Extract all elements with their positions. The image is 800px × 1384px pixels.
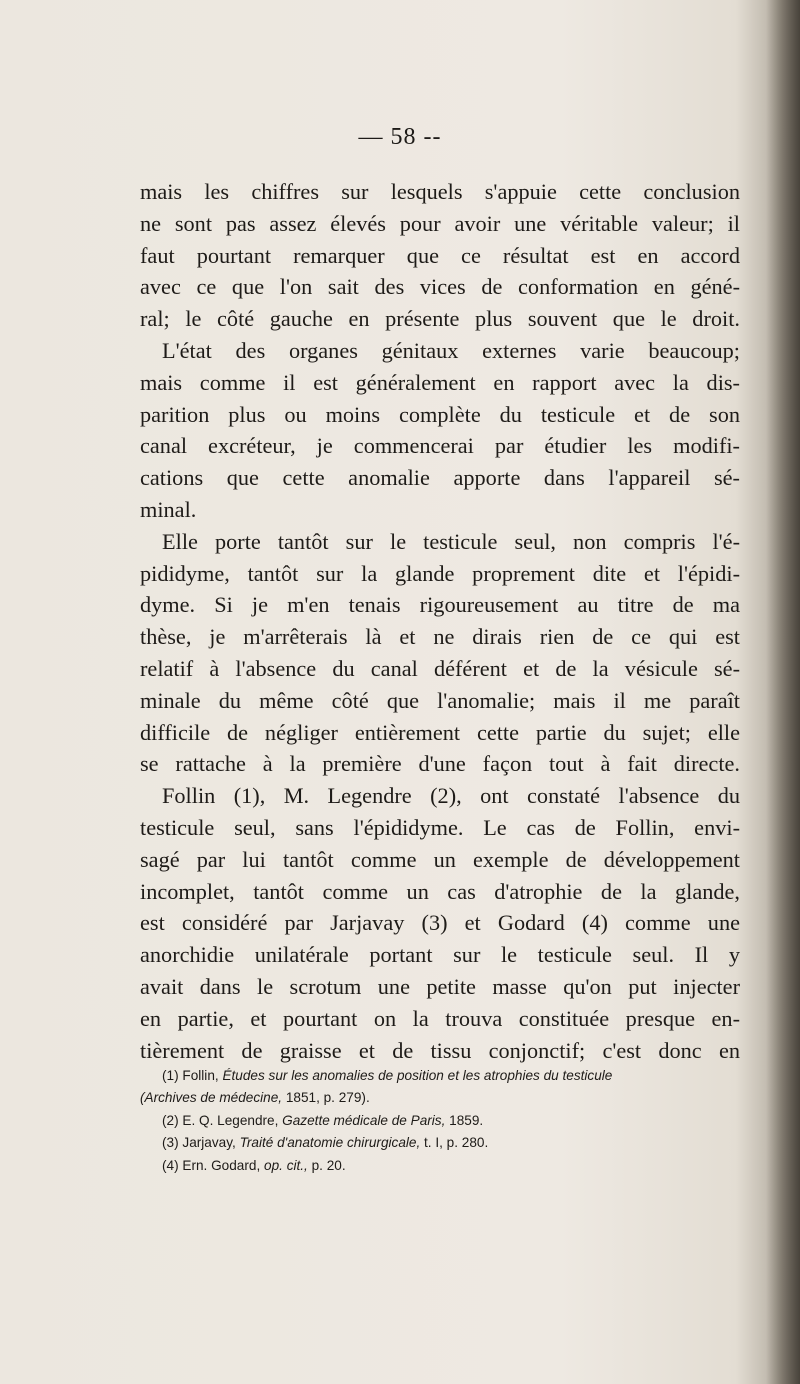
footnote-author: Follin, [182, 1068, 219, 1083]
text-line: L'état des organes génitaux externes varie beaucoup; [162, 337, 740, 363]
footnote-1 [140, 1065, 740, 1087]
text-line: ne sont pas assez élevés pour avoir une véritable valeur; il [140, 210, 740, 236]
text-line: mais comme il est généralement en rapport avec la dis- [140, 369, 740, 395]
text-line: parition plus ou moins complète du testicule et de son [140, 401, 740, 427]
footnote-details: p. 20. [311, 1157, 346, 1173]
footnotes [140, 1065, 740, 1177]
text-line: avec ce que l'on sait des vices de conformation en géné- [140, 274, 740, 300]
footnote-title: Études sur les anomalies de position et les atrophies du testicule [222, 1068, 613, 1083]
footnote-source: (Archives de médecine, [140, 1090, 283, 1106]
footnote-details: 1851, p. 279). [285, 1090, 370, 1106]
footnote-1-continued [140, 1087, 740, 1109]
footnote-details: 1859. [449, 1112, 484, 1128]
footnote-number: (3) [162, 1135, 179, 1151]
footnote-author: E. Q. Legendre, [182, 1112, 279, 1128]
text-line: incomplet, tantôt comme un cas d'atrophie de la glande, [140, 878, 740, 904]
text-line: testicule seul, sans l'épididyme. Le cas de Follin, envi- [140, 814, 740, 840]
text-line: dyme. Si je m'en tenais rigoureusement au titre de ma [140, 592, 740, 618]
text-line: cations que cette anomalie apporte dans l'appareil sé- [140, 465, 740, 491]
text-line: mais les chiffres sur lesquels s'appuie cette conclusion [140, 179, 740, 204]
text-line: minal. [140, 496, 197, 522]
text-line: relatif à l'absence du canal déférent et de la vésicule sé- [140, 655, 740, 681]
text-line: Elle porte tantôt sur le testicule seul, non compris l'é- [162, 528, 740, 554]
text-line: difficile de négliger entièrement cette partie du sujet; elle [140, 719, 740, 745]
text-line: se rattache à la première d'une façon tout à fait directe. [140, 751, 740, 777]
footnote-author: Jarjavay, [182, 1135, 236, 1151]
text-line: pididyme, tantôt sur la glande proprement dite et l'épidi- [140, 560, 740, 586]
text-line: anorchidie unilatérale portant sur le testicule seul. Il y [140, 942, 740, 968]
text-line: minale du même côté que l'anomalie; mais il me paraît [140, 687, 740, 713]
text-line: ral; le côté gauche en présente plus souvent que le droit. [140, 306, 740, 332]
text-line: Follin (1), M. Legendre (2), ont constaté l'absence du [162, 783, 740, 809]
body-text [140, 176, 740, 1066]
footnote-title: Traité d'anatomie chirurgicale, [239, 1135, 421, 1151]
footnote-number: (4) [162, 1157, 179, 1173]
footnote-title: op. cit., [264, 1157, 308, 1173]
text-line: canal excréteur, je commencerai par étudier les modifi- [140, 433, 740, 459]
page-number: — 58 -- [358, 124, 442, 150]
footnote-title: Gazette médicale de Paris, [282, 1112, 446, 1128]
footnote-2 [140, 1110, 740, 1132]
text-line: en partie, et pourtant on la trouva constituée presque en- [140, 1005, 740, 1031]
text-line: avait dans le scrotum une petite masse qu'on put injecter [140, 973, 740, 999]
footnote-3 [140, 1132, 740, 1154]
text-line: faut pourtant remarquer que ce résultat est en accord [140, 242, 740, 268]
footnote-number: (2) [162, 1112, 179, 1128]
text-line: est considéré par Jarjavay (3) et Godard (4) comme une [140, 910, 740, 936]
footnote-details: t. I, p. 280. [424, 1135, 489, 1151]
text-line: tièrement de graisse et de tissu conjonctif; c'est donc en [140, 1037, 740, 1063]
footnote-number: (1) [162, 1068, 179, 1083]
text-line: thèse, je m'arrêterais là et ne dirais rien de ce qui est [140, 624, 740, 650]
footnote-author: Ern. Godard, [182, 1157, 261, 1173]
book-spine-shadow [766, 0, 800, 1384]
footnote-4 [140, 1155, 740, 1177]
text-line: sagé par lui tantôt comme un exemple de développement [140, 846, 740, 872]
